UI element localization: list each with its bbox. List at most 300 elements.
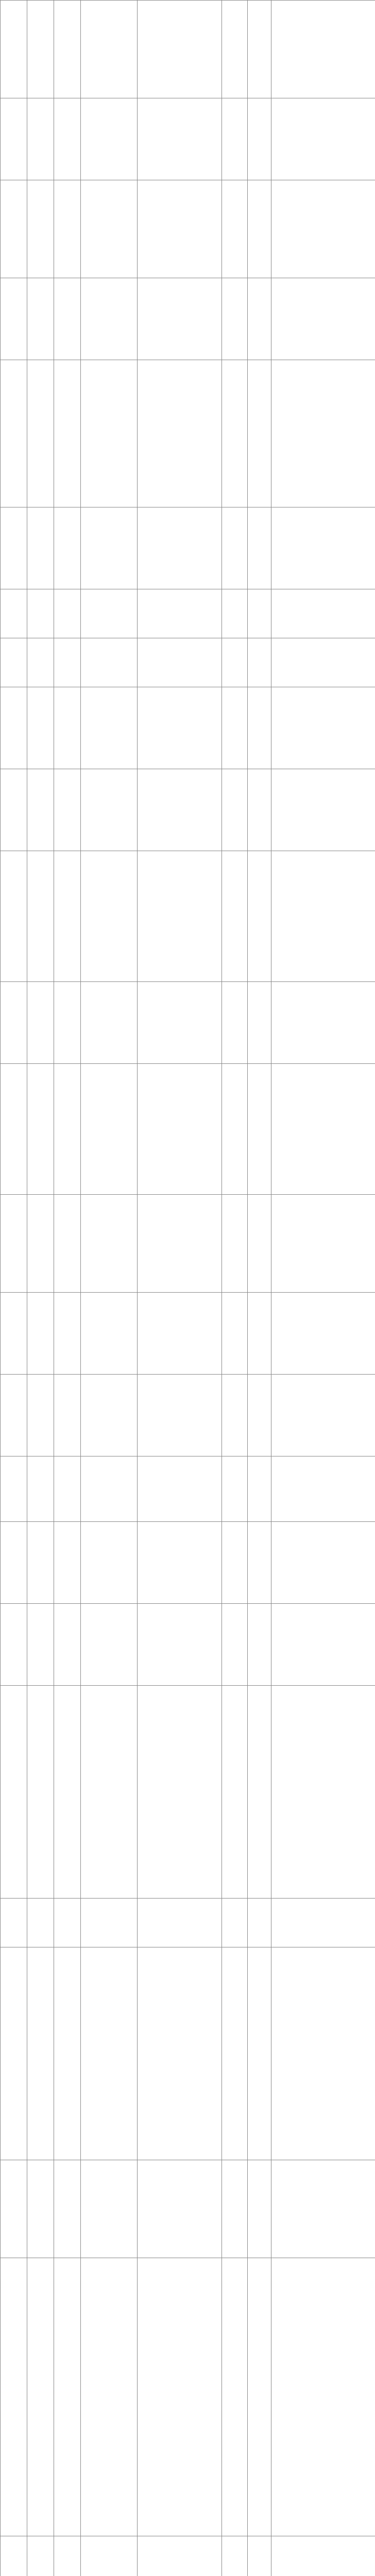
table-cell [138,180,222,278]
entry-line [275,334,372,347]
table-cell [1,1522,27,1604]
table-row [1,507,375,589]
table-row [1,1375,375,1456]
entry-line [275,29,372,43]
entry-line [275,1795,372,1808]
table-cell [138,1947,222,2160]
table-row [1,98,375,180]
entry-line [275,1728,372,1741]
entry-line [275,2552,372,2565]
entry-line [275,771,372,785]
table-cell [138,769,222,851]
entry-line [275,536,372,550]
table-row [1,2258,375,2536]
table-cell [27,1,54,98]
entry-line [275,2260,372,2274]
entry-line [275,2314,372,2327]
table-cell [1,1195,27,1293]
table-cell [1,769,27,851]
table-cell [1,982,27,1064]
table-cell [222,2160,248,2258]
entry-line [275,70,372,83]
table-row [1,1195,375,1293]
table-cell [248,98,271,180]
table-cell [54,982,81,1064]
table-cell [1,1899,27,1947]
entry-line [275,2003,372,2016]
table-cell [81,1,138,98]
table-cell [222,2536,248,2576]
table-cell [54,851,81,982]
entry-line [275,2408,372,2421]
entry-line [275,236,372,249]
entry-line [275,3,372,16]
table-cell [248,687,271,769]
table-cell [138,1064,222,1195]
entry-line [275,1822,372,1835]
table-cell [248,278,271,360]
entry-line [275,1927,372,1941]
table-cell [27,769,54,851]
entry-list-cell [271,638,375,687]
entry-line [275,2016,372,2030]
table-cell [54,360,81,507]
table-cell [222,687,248,769]
entry-line [275,1963,372,1976]
entry-line [275,523,372,536]
table-cell [54,2258,81,2536]
table-cell [54,769,81,851]
table-cell [222,2258,248,2536]
entry-line [275,1741,372,1755]
table-cell [222,98,248,180]
entry-list-cell [271,1522,375,1604]
table-row [1,2536,375,2576]
entry-line [275,1079,372,1093]
table-cell [138,1899,222,1947]
entry-line [275,997,372,1011]
entry-line [275,469,372,483]
entry-list-cell [271,769,375,851]
table-cell [54,1375,81,1456]
table-cell [81,1947,138,2160]
entry-line [275,1237,372,1250]
table-cell [138,687,222,769]
table-cell [81,278,138,360]
entry-list-cell [271,2536,375,2576]
entry-line [275,510,372,523]
table-cell [81,1686,138,1899]
table-cell [248,1947,271,2160]
table-cell [81,1293,138,1375]
entry-line [275,100,372,114]
table-cell [248,851,271,982]
table-cell [27,1195,54,1293]
entry-list-cell [271,98,375,180]
table-cell [81,2258,138,2536]
table-cell [1,180,27,278]
entry-line [275,667,372,681]
table-cell [248,1064,271,1195]
entry-line [275,730,372,743]
entry-list-cell [271,1456,375,1522]
table-cell [138,1,222,98]
table-cell [248,982,271,1064]
table-cell [248,1375,271,1456]
entry-line [275,907,372,920]
entry-line [275,1485,372,1499]
table-cell [138,98,222,180]
entry-line [275,2434,372,2448]
table-cell [27,2258,54,2536]
entry-line [275,1659,372,1673]
entry-line [275,934,372,947]
table-cell [222,1899,248,1947]
table-cell [54,1195,81,1293]
table-cell [222,507,248,589]
entry-line [275,1224,372,1237]
table-cell [1,1456,27,1522]
entry-line [275,456,372,469]
table-cell [138,507,222,589]
table-cell [1,1293,27,1375]
entry-line [275,605,372,618]
table-cell [248,589,271,638]
table-cell [81,360,138,507]
table-cell [138,589,222,638]
entry-line [275,947,372,960]
table-cell [248,180,271,278]
table-cell [27,589,54,638]
table-cell [138,638,222,687]
entry-list-cell [271,1375,375,1456]
table-cell [1,1375,27,1456]
table-row [1,589,375,638]
entry-line [275,2538,372,2552]
entry-line [275,1950,372,1963]
entry-line [275,1768,372,1782]
table-row [1,360,375,507]
entry-list-cell [271,278,375,360]
entry-line [275,1348,372,1362]
table-cell [138,1375,222,1456]
entry-line [275,1335,372,1348]
table-cell [54,687,81,769]
entry-line [275,920,372,934]
table-cell [27,982,54,1064]
table-row [1,1899,375,1947]
entry-line [275,1146,372,1160]
entry-line [275,853,372,867]
entry-line [275,1321,372,1335]
entry-line [275,249,372,263]
entry-line [275,1377,372,1390]
table-cell [27,2160,54,2258]
entry-line [275,2030,372,2043]
entry-line [275,320,372,334]
entry-line [275,1914,372,1927]
table-cell [54,1604,81,1686]
table-cell [27,180,54,278]
table-cell [222,1,248,98]
entry-list-cell [271,1947,375,2160]
entry-line [275,1619,372,1633]
table-cell [27,507,54,589]
entry-line [275,1578,372,1591]
table-row [1,1,375,98]
entry-line [275,1197,372,1210]
entry-line [275,280,372,294]
entry-line [275,56,372,70]
table-cell [222,1522,248,1604]
table-cell [138,851,222,982]
table-row [1,638,375,687]
entry-list-cell [271,1293,375,1375]
table-cell [81,2160,138,2258]
entry-line [275,2448,372,2461]
entry-line [275,429,372,443]
entry-line [275,2162,372,2176]
table-cell [27,360,54,507]
table-cell [81,98,138,180]
table-cell [54,507,81,589]
table-cell [81,1456,138,1522]
table-row [1,1522,375,1604]
entry-line [275,1093,372,1106]
entry-line [275,1715,372,1728]
entry-line [275,2565,372,2576]
entry-line [275,307,372,320]
entry-line [275,1755,372,1768]
entry-line [275,591,372,605]
table-cell [54,1899,81,1947]
table-cell [1,1604,27,1686]
table-cell [81,769,138,851]
entry-line [275,654,372,667]
entry-line [275,563,372,577]
entry-line [275,2057,372,2070]
table-row [1,180,375,278]
entry-line [275,2097,372,2110]
entry-list-cell [271,1604,375,1686]
entry-line [275,550,372,563]
table-cell [222,982,248,1064]
entry-line [275,1701,372,1715]
table-cell [27,1604,54,1686]
entry-line [275,196,372,209]
table-cell [81,589,138,638]
table-cell [248,360,271,507]
table-cell [138,1522,222,1604]
table-row [1,2160,375,2258]
entry-line [275,716,372,730]
entry-line [275,2461,372,2475]
entry-line [275,2189,372,2202]
table-cell [27,1293,54,1375]
table-cell [248,1293,271,1375]
entry-list-cell [271,507,375,589]
table-cell [27,1686,54,1899]
table-cell [222,278,248,360]
table-cell [1,2160,27,2258]
entry-line [275,1606,372,1619]
entry-line [275,402,372,416]
entry-line [275,2274,372,2287]
entry-line [275,2216,372,2229]
table-row [1,1456,375,1522]
entry-line [275,1011,372,1024]
table-cell [222,180,248,278]
entry-line [275,2354,372,2367]
entry-line [275,1133,372,1146]
entry-line [275,1390,372,1403]
table-row [1,1064,375,1195]
table-cell [81,507,138,589]
entry-line [275,1808,372,1822]
table-cell [1,2258,27,2536]
table-cell [248,1456,271,1522]
table-cell [81,1195,138,1293]
table-cell [1,687,27,769]
entry-line [275,640,372,654]
entry-line [275,1210,372,1224]
entry-line [275,2341,372,2354]
table-cell [1,638,27,687]
table-cell [54,98,81,180]
entry-line [275,2176,372,2189]
entry-line [275,209,372,223]
table-cell [222,1947,248,2160]
table-cell [1,1064,27,1195]
entry-line [275,2043,372,2057]
entry-line [275,798,372,811]
table-cell [54,1,81,98]
entry-line [275,2421,372,2434]
table-cell [54,1456,81,1522]
table-cell [81,1064,138,1195]
entry-line [275,1417,372,1430]
table-cell [81,982,138,1064]
table-cell [27,278,54,360]
table-cell [54,1064,81,1195]
table-cell [222,851,248,982]
entry-line [275,867,372,880]
entry-line [275,389,372,402]
entry-line [275,2287,372,2300]
entry-line [275,1564,372,1578]
table-row [1,851,375,982]
table-cell [138,1293,222,1375]
table-body [1,1,375,2576]
entry-line [275,2110,372,2124]
entry-line [275,689,372,703]
entry-line [275,416,372,429]
entry-line [275,2229,372,2243]
entry-line [275,362,372,376]
entry-line [275,1849,372,1862]
table-cell [54,589,81,638]
table-row [1,982,375,1064]
table-cell [54,1947,81,2160]
entry-line [275,2327,372,2341]
entry-line [275,443,372,456]
table-cell [248,1,271,98]
entry-line [275,1250,372,1264]
entry-line [275,1264,372,1277]
table-cell [1,2536,27,2576]
table-cell [248,2160,271,2258]
table-cell [222,360,248,507]
table-cell [222,1195,248,1293]
entry-line [275,743,372,756]
entry-line [275,1403,372,1417]
entry-line [275,1688,372,1701]
entry-line [275,1537,372,1551]
table-cell [138,278,222,360]
entry-list-cell [271,687,375,769]
entry-line [275,2202,372,2216]
table-cell [138,1195,222,1293]
table-cell [248,1604,271,1686]
table-cell [27,2536,54,2576]
entry-line [275,154,372,167]
entry-line [275,1120,372,1133]
entry-line [275,2083,372,2097]
table-cell [1,98,27,180]
entry-line [275,2070,372,2083]
entry-list-cell [271,851,375,982]
table-cell [27,1899,54,1947]
entry-line [275,43,372,56]
table-cell [222,638,248,687]
entry-line [275,1024,372,1038]
table-row [1,1947,375,2160]
table-cell [27,98,54,180]
table-cell [81,1604,138,1686]
table-cell [222,769,248,851]
table-cell [27,687,54,769]
table-cell [248,507,271,589]
entry-line [275,1038,372,1051]
table-cell [138,360,222,507]
table-cell [222,1293,248,1375]
table-cell [1,851,27,982]
table-cell [54,1686,81,1899]
entry-line [275,127,372,141]
entry-line [275,294,372,307]
table-cell [1,1,27,98]
table-cell [54,638,81,687]
table-cell [54,278,81,360]
table-cell [138,2258,222,2536]
entry-line [275,223,372,236]
table-cell [248,1899,271,1947]
entry-line [275,1066,372,1079]
entry-list-cell [271,589,375,638]
table-cell [81,687,138,769]
entry-line [275,2381,372,2394]
entry-line [275,1835,372,1849]
table-cell [222,589,248,638]
table-cell [248,1195,271,1293]
table-cell [1,1686,27,1899]
entry-line [275,2367,372,2381]
entry-line [275,1782,372,1795]
table-cell [54,2160,81,2258]
table-cell [248,769,271,851]
table-cell [27,1456,54,1522]
table-cell [222,1686,248,1899]
